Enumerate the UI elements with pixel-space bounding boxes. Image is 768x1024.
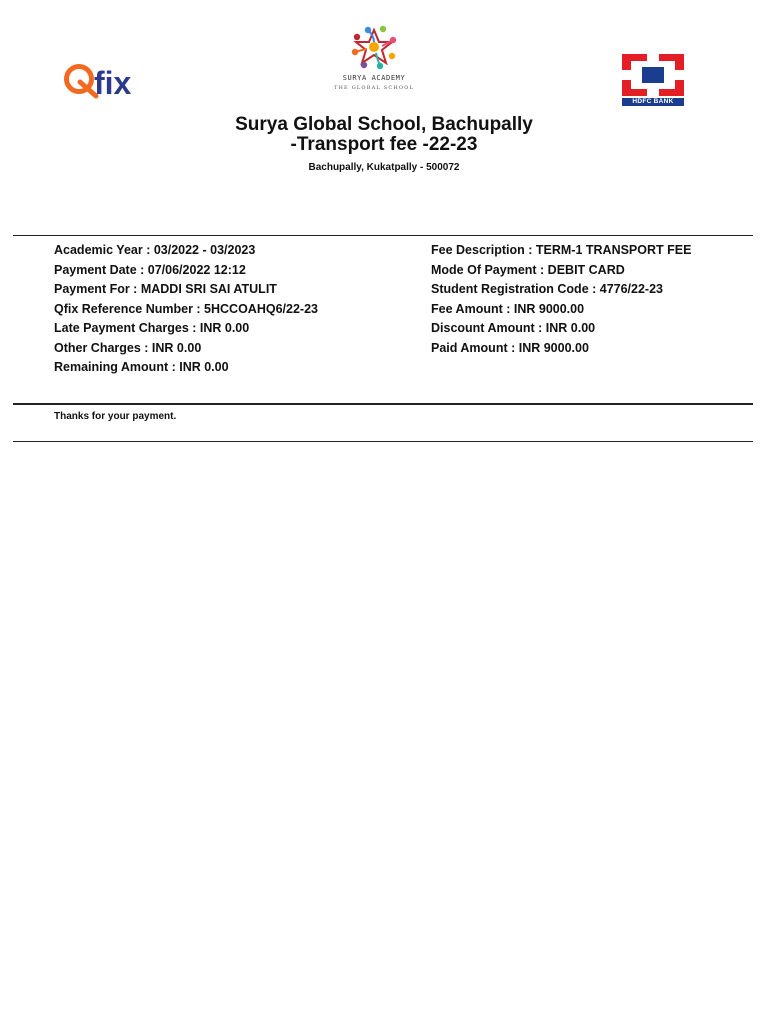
late-payment-charges: Late Payment Charges : INR 0.00: [54, 321, 250, 335]
divider-middle: [13, 403, 753, 405]
qfix-logo-mark: [62, 58, 142, 102]
fee-description: Fee Description : TERM-1 TRANSPORT FEE: [431, 243, 692, 257]
hdfc-bank-logo: [620, 52, 686, 108]
paid-amount: Paid Amount : INR 9000.00: [431, 340, 589, 355]
svg-text:fix: fix: [94, 65, 132, 101]
receipt-details-left: [54, 241, 318, 378]
payment-date: Payment Date : 07/06/2022 12:12: [54, 262, 246, 277]
qfix-reference-number: Qfix Reference Number : 5HCCOAHQ6/22-23: [54, 301, 318, 316]
fee-amount: Fee Amount : INR 9000.00: [431, 301, 585, 316]
other-charges: Other Charges : INR 0.00: [54, 340, 202, 355]
receipt-details-right: [431, 241, 691, 358]
surya-emblem-icon: [332, 22, 416, 74]
qfix-logo: [62, 58, 142, 102]
payment-for: Payment For : MADDI SRI SAI ATULIT: [54, 282, 277, 296]
school-address: Bachupally, Kukatpally - 500072: [308, 162, 460, 173]
surya-academy-name: SURYA ACADEMY: [342, 74, 406, 82]
thanks-message: Thanks for your payment.: [54, 411, 177, 422]
academic-year: Academic Year : 03/2022 - 03/2023: [54, 243, 256, 257]
hdfc-mark-icon: [620, 52, 686, 98]
divider-top: [13, 235, 753, 236]
divider-bottom: [13, 441, 753, 442]
page-subtitle: -Transport fee -22-23: [290, 134, 478, 155]
hdfc-bank-label: HDFC BANK: [622, 98, 684, 106]
student-registration-code: Student Registration Code : 4776/22-23: [431, 282, 664, 296]
page-title: Surya Global School, Bachupally: [235, 114, 533, 135]
surya-academy-logo: [332, 22, 416, 100]
surya-academy-tagline: THE GLOBAL SCHOOL: [333, 85, 415, 91]
remaining-amount: Remaining Amount : INR 0.00: [54, 360, 229, 374]
mode-of-payment: Mode Of Payment : DEBIT CARD: [431, 262, 625, 277]
discount-amount: Discount Amount : INR 0.00: [431, 321, 596, 335]
